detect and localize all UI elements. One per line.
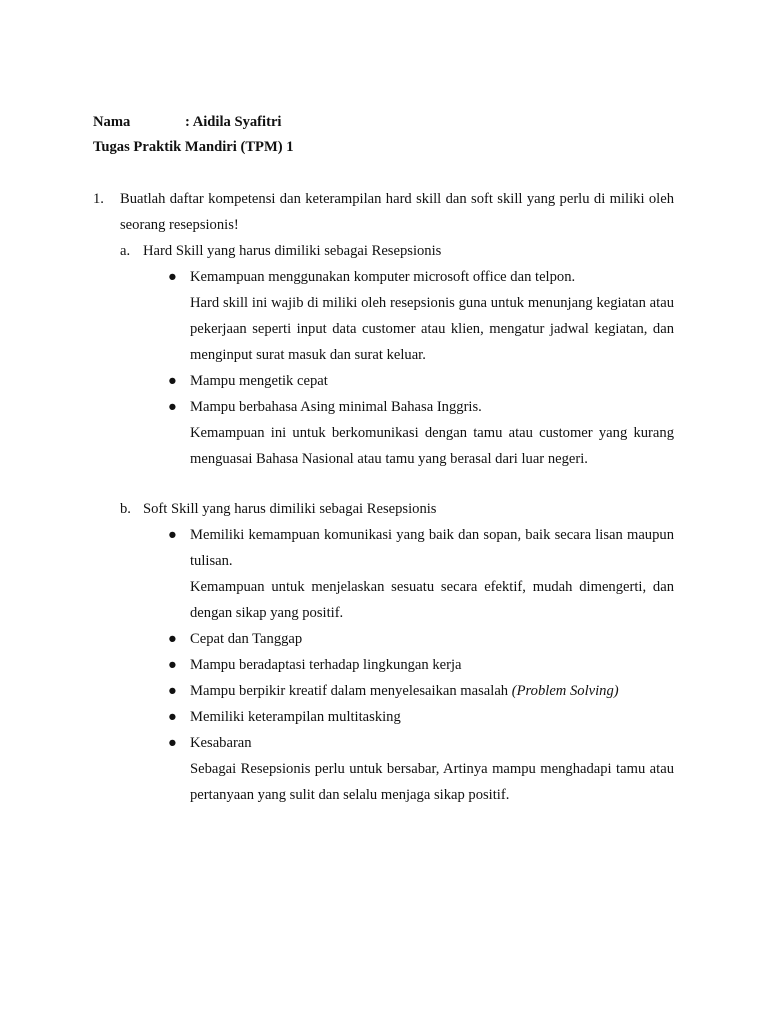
section-soft-skill	[93, 496, 674, 522]
item-text: Mampu berpikir kreatif dalam menyelesaikan masalah	[190, 683, 509, 699]
section-hard-skill	[93, 238, 674, 264]
list-item	[93, 626, 674, 652]
hard-skill-list	[93, 264, 674, 472]
item-description: Kemampuan ini untuk berkomunikasi dengan tamu atau customer yang kurang menguasai Bahasa Nasional atau tamu yang berasal dari luar negeri.	[190, 425, 674, 467]
bullet-icon: ●	[168, 657, 177, 673]
question-number: 1.	[93, 191, 104, 207]
name-row	[93, 112, 281, 132]
bullet-icon: ●	[168, 527, 177, 543]
section-marker: b.	[120, 501, 131, 517]
list-item	[93, 264, 674, 368]
list-item	[93, 678, 674, 704]
bullet-icon: ●	[168, 683, 177, 699]
list-item	[93, 522, 674, 626]
list-item	[93, 394, 674, 472]
section-marker: a.	[120, 243, 131, 259]
item-text: Memiliki kemampuan komunikasi yang baik dan sopan, baik secara lisan maupun tulisan.	[190, 527, 674, 569]
name-value: : Aidila Syafitri	[185, 114, 282, 130]
name-label: Nama	[93, 114, 131, 130]
soft-skill-list	[93, 522, 674, 808]
item-text: Cepat dan Tanggap	[190, 631, 303, 647]
question-text: Buatlah daftar kompetensi dan keterampilan hard skill dan soft skill yang perlu di miliki oleh seorang resepsionis!	[120, 191, 674, 233]
bullet-icon: ●	[168, 399, 177, 415]
bullet-icon: ●	[168, 373, 177, 389]
item-italic-note: (Problem Solving)	[511, 683, 619, 699]
list-item	[93, 652, 674, 678]
list-item	[93, 704, 674, 730]
section-title: Soft Skill yang harus dimiliki sebagai Resepsionis	[143, 501, 437, 517]
item-description: Sebagai Resepsionis perlu untuk bersabar, Artinya mampu menghadapi tamu atau pertanyaan yang sulit dan selalu menjaga sikap positif.	[190, 761, 674, 803]
section-title: Hard Skill yang harus dimiliki sebagai Resepsionis	[143, 243, 442, 259]
task-title: Tugas Praktik Mandiri (TPM) 1	[93, 139, 294, 155]
item-text: Mampu mengetik cepat	[190, 373, 328, 389]
bullet-icon: ●	[168, 735, 177, 751]
bullet-icon: ●	[168, 631, 177, 647]
question-1	[93, 186, 674, 238]
bullet-icon: ●	[168, 709, 177, 725]
document-body	[93, 186, 674, 808]
item-description: Hard skill ini wajib di miliki oleh resepsionis guna untuk menunjang kegiatan atau pekerjaan seperti input data customer atau klien, mengatur jadwal kegiatan, dan menginput surat masuk dan surat keluar.	[190, 295, 674, 363]
item-text: Mampu beradaptasi terhadap lingkungan kerja	[190, 657, 462, 673]
item-text: Mampu berbahasa Asing minimal Bahasa Inggris.	[190, 399, 482, 415]
list-item	[93, 368, 674, 394]
item-description: Kemampuan untuk menjelaskan sesuatu secara efektif, mudah dimengerti, dan dengan sikap yang positif.	[190, 579, 674, 621]
item-text: Kemampuan menggunakan komputer microsoft office dan telpon.	[190, 269, 576, 285]
item-text: Memiliki keterampilan multitasking	[190, 709, 401, 725]
item-text: Kesabaran	[190, 735, 252, 751]
list-item	[93, 730, 674, 808]
bullet-icon: ●	[168, 269, 177, 285]
